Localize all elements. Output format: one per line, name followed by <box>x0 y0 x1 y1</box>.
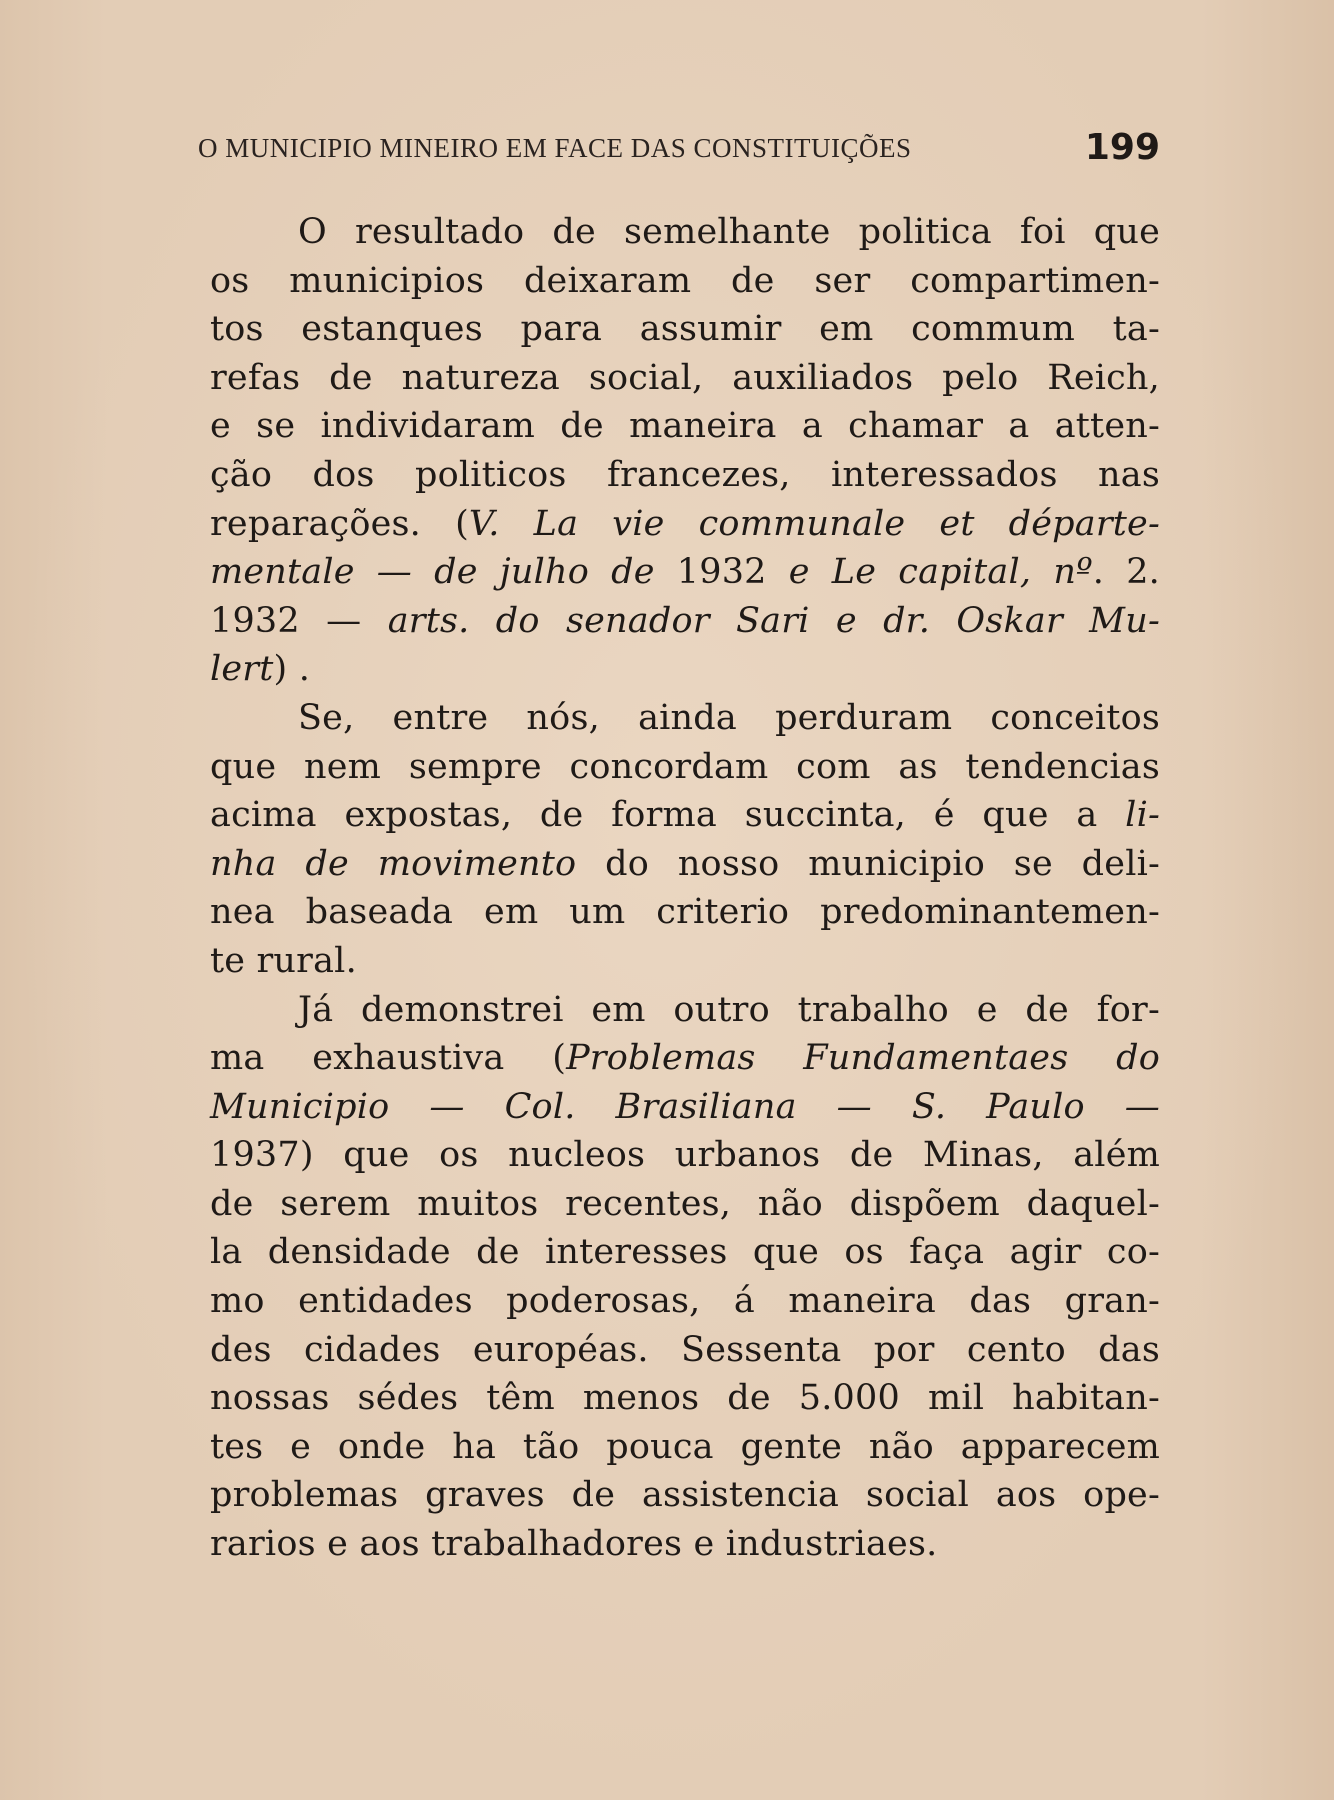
body-text <box>210 208 1160 1569</box>
text-line <box>210 402 1160 451</box>
text-run: os municipios deixaram de ser compartimen- <box>210 260 1160 301</box>
text-run: do nosso municipio se deli- <box>576 843 1161 884</box>
paragraph <box>210 986 1160 1569</box>
text-run: que nem sempre concordam com as tendencias <box>210 746 1160 787</box>
paragraph <box>210 208 1160 694</box>
text-run: mo entidades poderosas, á maneira das gran- <box>210 1281 1160 1322</box>
page-number: 199 <box>1084 127 1160 168</box>
text-run: des cidades européas. Sessenta por cento das <box>210 1329 1160 1370</box>
text-line <box>210 1277 1160 1326</box>
text-line <box>210 791 1160 840</box>
text-line <box>210 1326 1160 1375</box>
text-run: Se, entre nós, ainda perduram conceitos <box>298 697 1160 738</box>
text-run: O resultado de semelhante politica foi que <box>298 212 1160 252</box>
italic-text: mentale — de julho de <box>210 552 677 593</box>
text-line <box>210 1423 1160 1472</box>
italic-text: nha de movimento <box>210 843 577 884</box>
text-line <box>210 1034 1160 1083</box>
text-line <box>210 1471 1160 1520</box>
text-line <box>210 840 1160 889</box>
italic-text: Municipio — Col. Brasiliana — S. Paulo — <box>210 1086 1160 1127</box>
italic-text: arts. do senador Sari e dr. Oskar Mu- <box>387 600 1160 641</box>
text-line <box>210 451 1160 500</box>
italic-text: li- <box>1125 795 1160 836</box>
text-run: la densidade de interesses que os faça agir co- <box>210 1232 1160 1273</box>
text-run: 1937) que os nucleos urbanos de Minas, além <box>210 1135 1160 1176</box>
italic-text: V. La vie communale et départe- <box>468 503 1160 544</box>
text-line <box>210 1374 1160 1423</box>
text-run: rarios e aos trabalhadores e industriaes. <box>210 1524 938 1565</box>
text-run: te rural. <box>210 940 357 981</box>
text-run: nea baseada em um criterio predominantemen- <box>210 892 1160 933</box>
text-line <box>210 1083 1160 1132</box>
text-run: ma exhaustiva ( <box>210 1038 567 1079</box>
text-run: ) . <box>273 649 311 690</box>
text-run: nossas sédes têm menos de 5.000 mil habitan- <box>210 1378 1160 1419</box>
text-run: refas de natureza social, auxiliados pelo Reich, <box>210 357 1160 398</box>
text-line <box>210 597 1160 646</box>
text-line <box>210 500 1160 549</box>
italic-text: lert <box>210 649 274 690</box>
text-line <box>210 548 1160 597</box>
text-run: acima expostas, de forma succinta, é que a <box>210 795 1126 836</box>
text-line <box>210 986 1160 1035</box>
text-line <box>210 694 1160 743</box>
text-line <box>210 888 1160 937</box>
text-line <box>210 645 1160 694</box>
text-line <box>210 1131 1160 1180</box>
italic-text: Problemas Fundamentaes do <box>566 1038 1160 1079</box>
text-run: . 2. <box>1092 552 1160 593</box>
text-run: tes e onde ha tão pouca gente não apparecem <box>210 1426 1160 1467</box>
running-title: O MUNICIPIO MINEIRO EM FACE DAS CONSTITUIÇÕES <box>198 133 912 163</box>
text-run: reparações. ( <box>210 503 469 544</box>
running-header <box>198 118 1160 166</box>
text-line <box>210 257 1160 306</box>
text-line <box>210 937 1160 986</box>
text-run: de serem muitos recentes, não dispõem daquel- <box>210 1183 1160 1224</box>
text-run: 1932 — <box>210 600 388 641</box>
paragraph <box>210 694 1160 986</box>
text-line <box>210 305 1160 354</box>
text-line <box>210 1520 1160 1569</box>
text-line <box>210 1180 1160 1229</box>
text-run: e se individaram de maneira a chamar a atten- <box>210 406 1160 447</box>
text-run: 1932 <box>676 552 767 593</box>
text-line <box>210 1228 1160 1277</box>
text-line <box>210 743 1160 792</box>
text-run: ção dos politicos francezes, interessados nas <box>210 454 1160 495</box>
italic-text: e Le capital, nº <box>766 552 1093 593</box>
text-run: Já demonstrei em outro trabalho e de for- <box>298 989 1160 1030</box>
text-line <box>210 354 1160 403</box>
text-line <box>210 208 1160 257</box>
text-run: tos estanques para assumir em commum ta- <box>210 309 1160 350</box>
text-run: problemas graves de assistencia social aos ope- <box>210 1475 1160 1516</box>
